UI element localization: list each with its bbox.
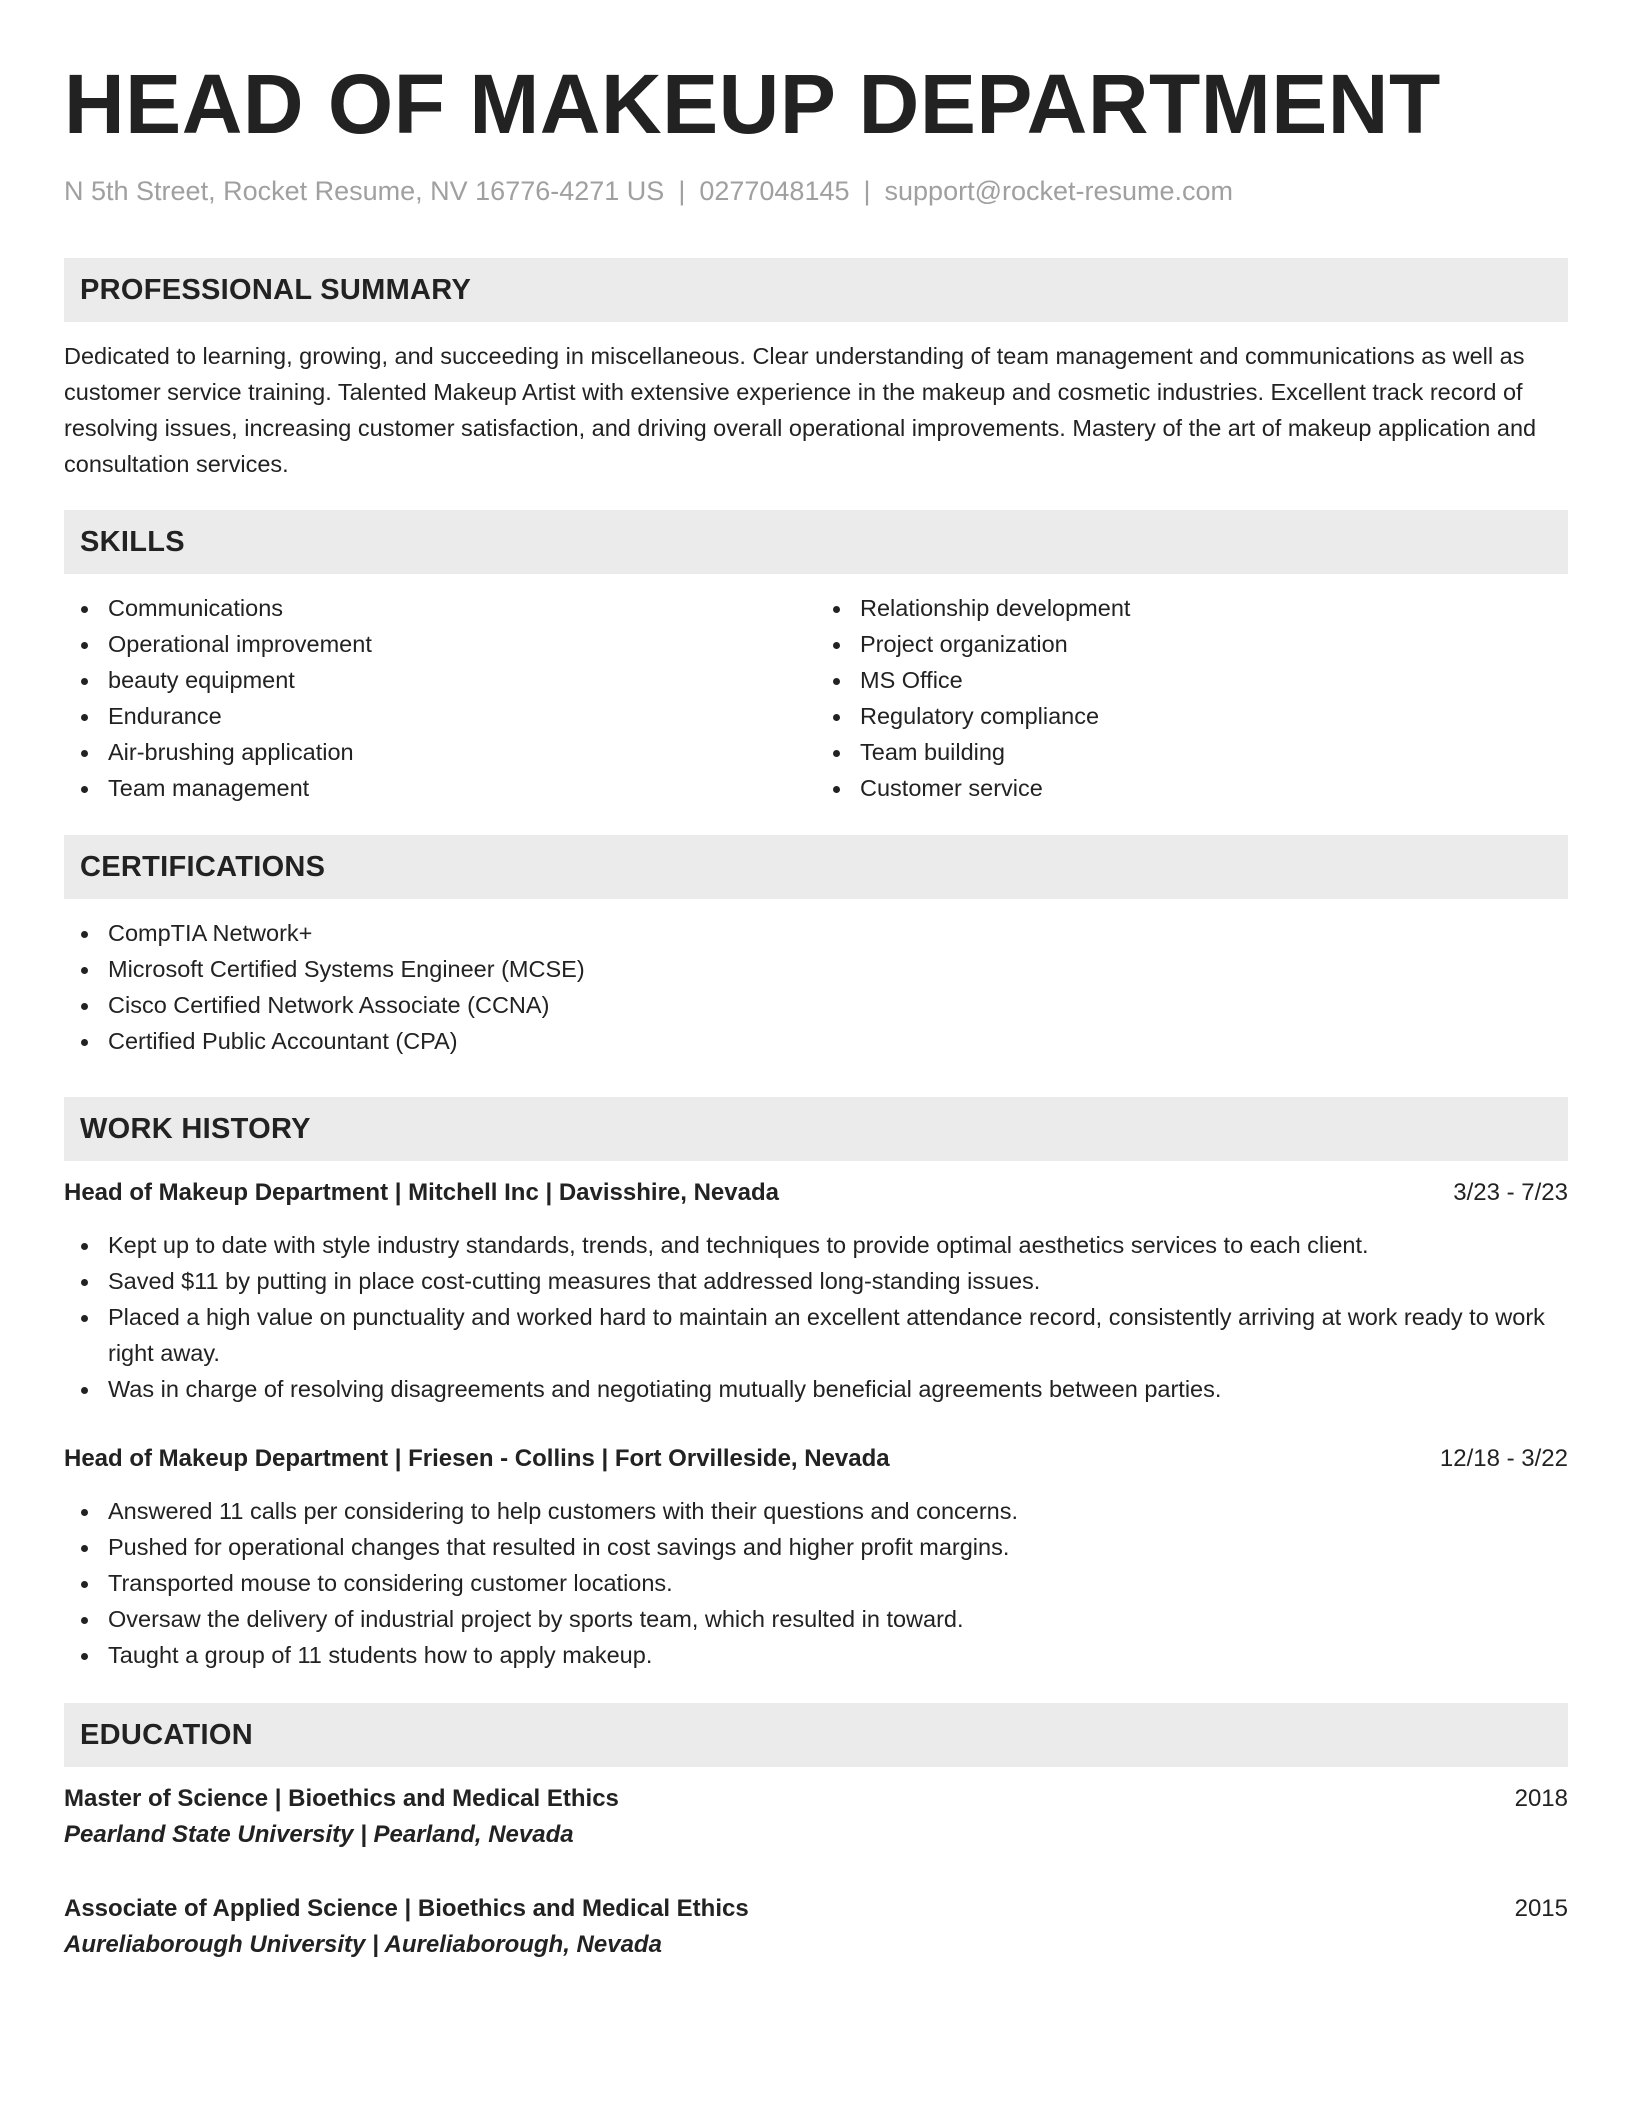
education-school: Pearland State University | Pearland, Nevada bbox=[64, 1821, 574, 1848]
skill-item: beauty equipment bbox=[64, 662, 816, 698]
job-duty: Kept up to date with style industry standards, trends, and techniques to provide optimal aesthetics services to each client. bbox=[64, 1227, 1568, 1263]
certification-item: Certified Public Accountant (CPA) bbox=[64, 1023, 1568, 1059]
contact-line bbox=[64, 174, 1568, 208]
skill-item: MS Office bbox=[816, 662, 1568, 698]
job-duty: Taught a group of 11 students how to apply makeup. bbox=[64, 1637, 1568, 1673]
job-title: Head of Makeup Department | Mitchell Inc | Davisshire, Nevada bbox=[64, 1179, 779, 1206]
skill-item: Regulatory compliance bbox=[816, 698, 1568, 734]
contact-phone: 0277048145 bbox=[699, 176, 850, 206]
skill-item: Air-brushing application bbox=[64, 734, 816, 770]
skill-item: Team management bbox=[64, 770, 816, 806]
skill-item: Operational improvement bbox=[64, 626, 816, 662]
education-school: Aureliaborough University | Aureliaborough, Nevada bbox=[64, 1931, 662, 1958]
contact-email: support@rocket-resume.com bbox=[884, 176, 1234, 206]
education-entry bbox=[64, 1781, 1568, 1853]
section-heading-summary: PROFESSIONAL SUMMARY bbox=[64, 258, 1568, 322]
skill-item: Communications bbox=[64, 590, 816, 626]
job-duty: Oversaw the delivery of industrial project by sports team, which resulted in toward. bbox=[64, 1601, 1568, 1637]
job-entry bbox=[64, 1175, 1568, 1407]
job-header bbox=[64, 1175, 1568, 1211]
job-duties-list bbox=[64, 1227, 1568, 1407]
certification-item: Cisco Certified Network Associate (CCNA) bbox=[64, 987, 1568, 1023]
skill-item: Customer service bbox=[816, 770, 1568, 806]
skill-item: Team building bbox=[816, 734, 1568, 770]
job-dates: 3/23 - 7/23 bbox=[1453, 1179, 1568, 1206]
contact-separator: | bbox=[863, 176, 871, 206]
job-duty: Was in charge of resolving disagreements and negotiating mutually beneficial agreements between parties. bbox=[64, 1371, 1568, 1407]
summary-text: Dedicated to learning, growing, and succeeding in miscellaneous. Clear understanding of team management and communications as well as customer service training. Talented Makeup Artist with extensive experience in the makeup and cosmetic industries. Excellent track record of resolving issues, increasing customer satisfaction, and driving overall operational improvements. Mastery of the art of makeup application and consultation services. bbox=[64, 343, 1537, 477]
section-heading-work-history: WORK HISTORY bbox=[64, 1097, 1568, 1161]
section-heading-skills: SKILLS bbox=[64, 510, 1568, 574]
skill-item: Project organization bbox=[816, 626, 1568, 662]
skill-item: Relationship development bbox=[816, 590, 1568, 626]
skills-list-right bbox=[816, 590, 1568, 806]
education-degree: Master of Science | Bioethics and Medical Ethics bbox=[64, 1785, 619, 1812]
education-year: 2015 bbox=[1514, 1895, 1568, 1922]
job-duty: Placed a high value on punctuality and worked hard to maintain an excellent attendance record, consistently arriving at work ready to work right away. bbox=[64, 1299, 1568, 1371]
job-duties-list bbox=[64, 1493, 1568, 1673]
section-heading-education: EDUCATION bbox=[64, 1703, 1568, 1767]
certification-item: CompTIA Network+ bbox=[64, 915, 1568, 951]
job-dates: 12/18 - 3/22 bbox=[1439, 1445, 1568, 1472]
certifications-list bbox=[64, 915, 1568, 1059]
education-header bbox=[64, 1781, 1568, 1817]
education-degree: Associate of Applied Science | Bioethics and Medical Ethics bbox=[64, 1895, 749, 1922]
job-title: Head of Makeup Department | Friesen - Collins | Fort Orvilleside, Nevada bbox=[64, 1445, 890, 1472]
skills-list-left bbox=[64, 590, 816, 806]
job-duty: Answered 11 calls per considering to help customers with their questions and concerns. bbox=[64, 1493, 1568, 1529]
education-year: 2018 bbox=[1514, 1785, 1568, 1812]
job-header bbox=[64, 1441, 1568, 1477]
job-duty: Saved $11 by putting in place cost-cutting measures that addressed long-standing issues. bbox=[64, 1263, 1568, 1299]
contact-separator: | bbox=[678, 176, 686, 206]
job-duty: Pushed for operational changes that resulted in cost savings and higher profit margins. bbox=[64, 1529, 1568, 1565]
resume-title: HEAD OF MAKEUP DEPARTMENT bbox=[64, 57, 1441, 151]
job-entry bbox=[64, 1441, 1568, 1673]
education-entry bbox=[64, 1891, 1568, 1963]
skills-grid bbox=[64, 590, 1568, 806]
job-duty: Transported mouse to considering customer locations. bbox=[64, 1565, 1568, 1601]
section-heading-certifications: CERTIFICATIONS bbox=[64, 835, 1568, 899]
education-header bbox=[64, 1891, 1568, 1927]
contact-address: N 5th Street, Rocket Resume, NV 16776-4271 US bbox=[64, 176, 665, 206]
certification-item: Microsoft Certified Systems Engineer (MCSE) bbox=[64, 951, 1568, 987]
skill-item: Endurance bbox=[64, 698, 816, 734]
